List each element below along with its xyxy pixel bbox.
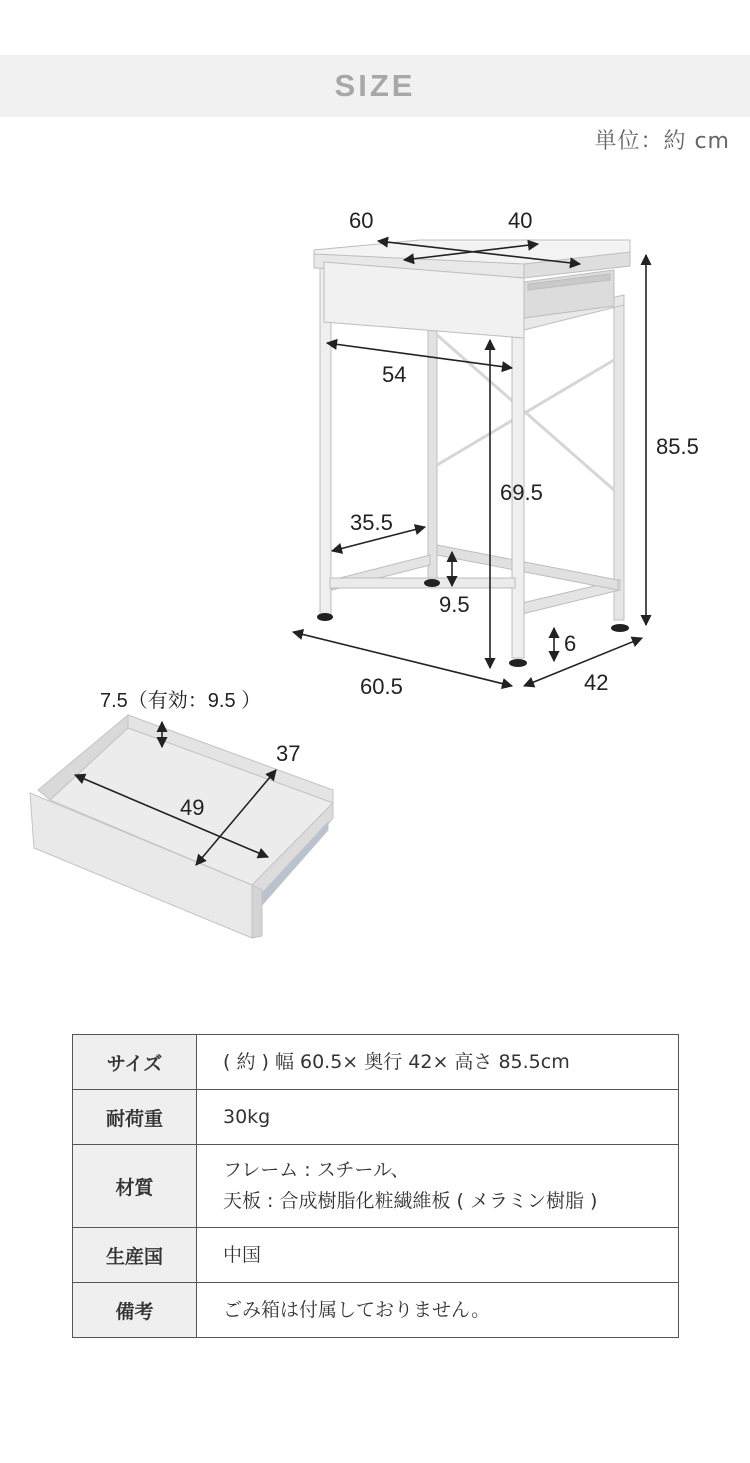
row-value-size: ( 約 ) 幅 60.5× 奥行 42× 高さ 85.5cm (197, 1035, 679, 1090)
dim-inner-width: 54 (382, 362, 407, 387)
row-value-notes: ごみ箱は付属しておりません。 (197, 1283, 679, 1338)
row-label-material: 材質 (73, 1145, 197, 1228)
dim-top-width: 60 (349, 208, 374, 233)
dim-drawer-width: 49 (180, 795, 205, 820)
dim-inner-height: 69.5 (500, 480, 543, 505)
desk-illustration (314, 240, 630, 667)
dim-overall-depth: 42 (584, 670, 609, 695)
row-label-load: 耐荷重 (73, 1090, 197, 1145)
dim-top-depth: 40 (508, 208, 533, 233)
dim-drawer-depth: 37 (276, 741, 301, 766)
row-value-origin: 中国 (197, 1228, 679, 1283)
row-value-material (197, 1145, 679, 1228)
material-line-1: フレーム : スチール、 (223, 1159, 410, 1181)
dim-overall-width: 60.5 (360, 674, 403, 699)
table-row (73, 1090, 679, 1145)
dim-drawer-height: 7.5（有効：9.5 ） (100, 690, 262, 712)
size-title: SIZE (334, 68, 416, 103)
table-row (73, 1228, 679, 1283)
spec-table (72, 1034, 679, 1338)
table-row (73, 1035, 679, 1090)
row-label-size: サイズ (73, 1035, 197, 1090)
row-label-notes: 備考 (73, 1283, 197, 1338)
material-line-2: 天板 : 合成樹脂化粧繊維板 ( メラミン樹脂 ) (223, 1190, 598, 1212)
dim-lower-depth: 35.5 (350, 510, 393, 535)
table-row (73, 1283, 679, 1338)
dim-shelf-height: 6 (564, 631, 577, 656)
row-value-load: 30kg (197, 1090, 679, 1145)
row-label-origin: 生産国 (73, 1228, 197, 1283)
table-row (73, 1145, 679, 1228)
dim-foot-clearance: 9.5 (439, 592, 470, 617)
dim-total-height: 85.5 (656, 434, 699, 459)
unit-label: 単位：約 cm (594, 129, 730, 154)
